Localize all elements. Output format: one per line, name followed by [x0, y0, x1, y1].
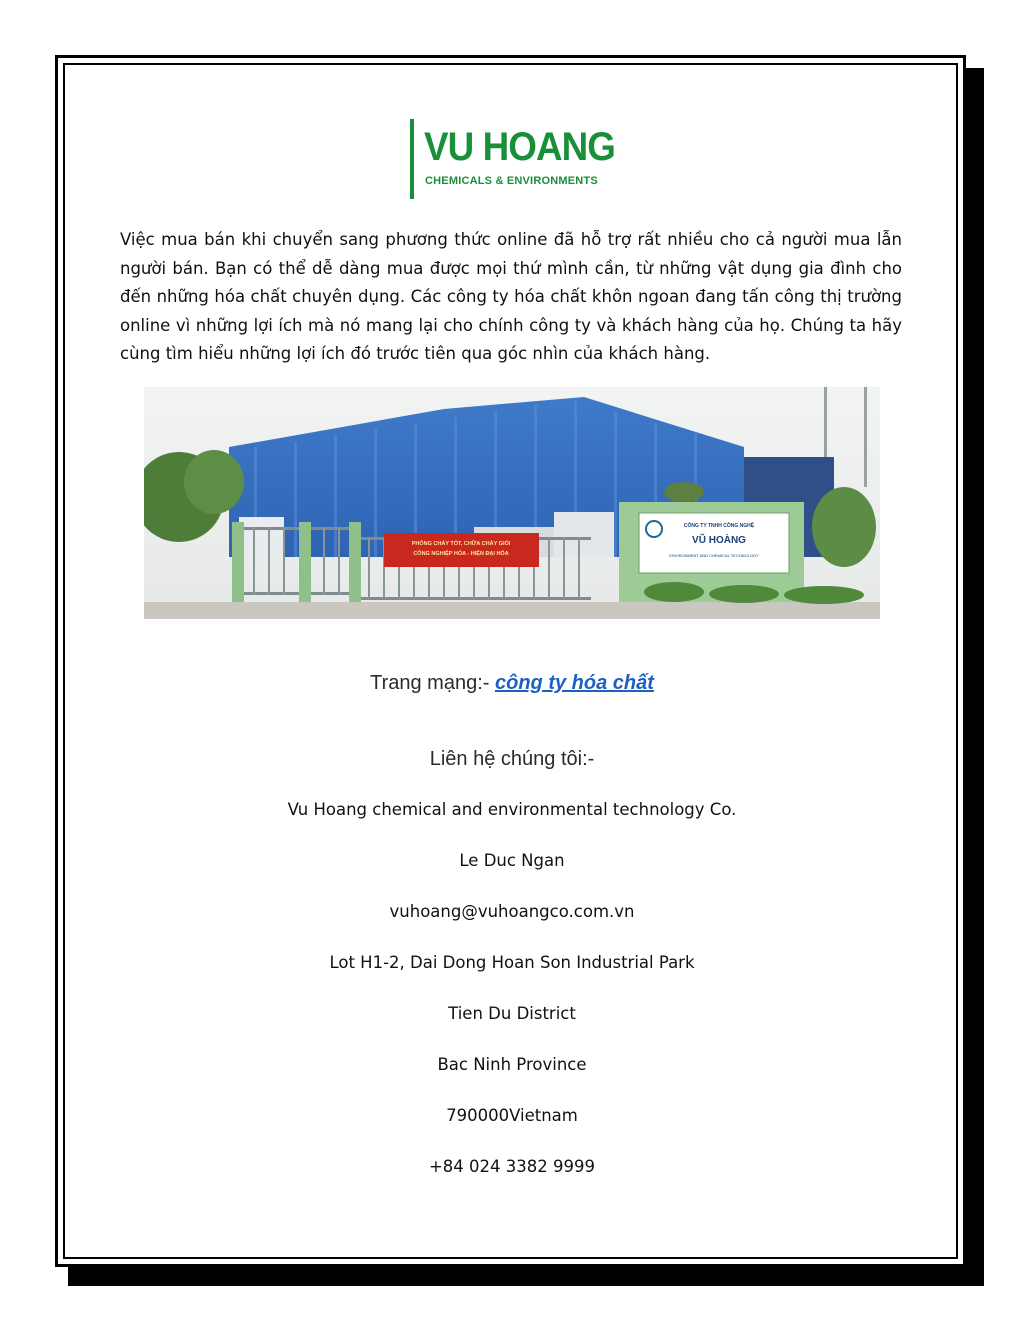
contact-company: Vu Hoang chemical and environmental technology Co. — [287, 800, 737, 819]
svg-text:ENVIRONMENT AND CHEMICAL TECHN: ENVIRONMENT AND CHEMICAL TECHNOLOGY — [669, 553, 759, 558]
logo-bar — [410, 119, 414, 199]
svg-text:VŨ HOÀNG: VŨ HOÀNG — [692, 535, 746, 546]
contact-address: Lot H1-2, Dai Dong Hoan Son Industrial Park — [329, 953, 695, 972]
logo-tagline: CHEMICALS & ENVIRONMENTS — [425, 175, 598, 187]
company-logo — [410, 119, 640, 199]
website-label: Trang mạng:- — [370, 672, 495, 694]
svg-text:PHÒNG CHÁY TỐT, CHỮA CHÁY GIỎI: PHÒNG CHÁY TỐT, CHỮA CHÁY GIỎI — [411, 541, 511, 547]
logo-name: VU HOANG — [424, 125, 615, 169]
contact-phone: +84 024 3382 9999 — [428, 1157, 596, 1176]
svg-text:CÔNG NGHIỆP HÓA - HIỆN ĐẠI HÓA: CÔNG NGHIỆP HÓA - HIỆN ĐẠI HÓA — [413, 551, 509, 557]
factory-photo — [144, 387, 880, 619]
contact-person: Le Duc Ngan — [459, 851, 565, 870]
website-link[interactable]: công ty hóa chất — [494, 672, 654, 694]
contact-province: Bac Ninh Province — [437, 1055, 587, 1074]
contact-heading: Liên hệ chúng tôi:- — [429, 748, 595, 770]
contact-email[interactable]: vuhoang@vuhoangco.com.vn — [389, 902, 635, 921]
contact-postal-country: 790000Vietnam — [446, 1106, 578, 1125]
svg-text:CÔNG TY TNHH CÔNG NGHỆ: CÔNG TY TNHH CÔNG NGHỆ — [683, 523, 755, 529]
website-line — [0, 672, 1024, 695]
contact-district: Tien Du District — [448, 1004, 576, 1023]
intro-paragraph: Việc mua bán khi chuyển sang phương thức online đã hỗ trợ rất nhiều cho cả người mua lẫn người bán. Bạn có thể dễ dàng mua được mọi thứ mình cần, từ những vật dụng gia đình cho đến những hóa chất chuyên dụng. Các công ty hóa chất khôn ngoan đang tấn công thị trường online vì những lợi ích mà nó mang lại cho chính công ty và khách hàng của họ. Chúng ta hãy cùng tìm hiểu những lợi ích đó trước tiên qua góc nhìn của khách hàng. — [120, 230, 902, 364]
